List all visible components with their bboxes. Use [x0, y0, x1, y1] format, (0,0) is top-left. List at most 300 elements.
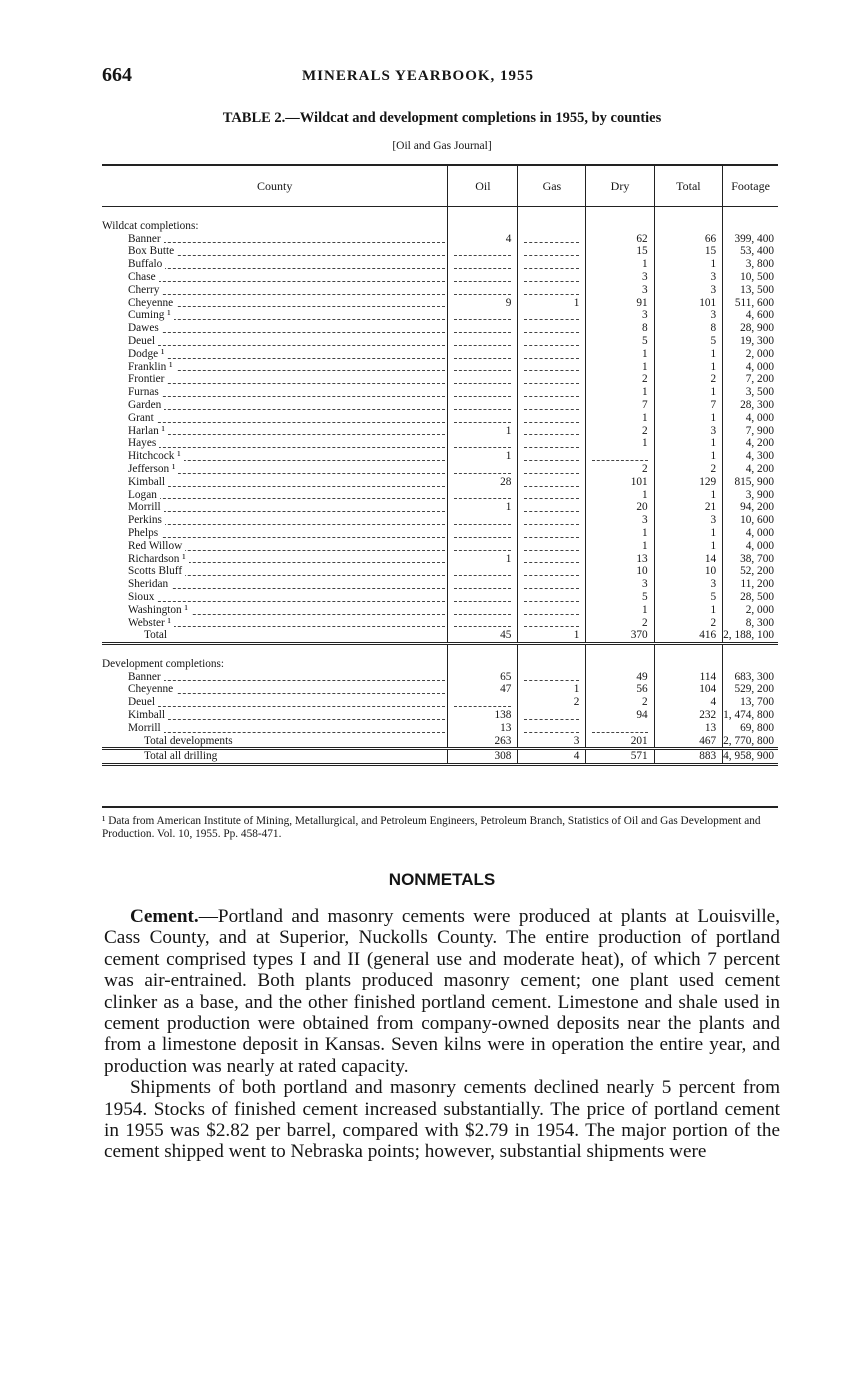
total-cell: 1 [654, 604, 722, 617]
total-cell: 114 [654, 671, 722, 684]
paragraph-text: —Portland and masonry cements were produced at plants at Louisville, Cass County, and at Superior, Nuckolls County. The entire production of portland cement comprised types I and II (general use and moderate heat), of which 7 percent was air-entrained. Both plants produced masonry cement; one plant used cement clinker as a base, and the other finished portland cement. Limestone and shale used in cement production were obtained from company-owned deposits near the plants and from a limestone deposit in Kansas. Seven kilns were in operation the entire year, and production was nearly at rated capacity. [104, 906, 780, 1077]
gas-cell [518, 578, 586, 591]
county-cell [102, 386, 448, 399]
footage-cell: 53, 400 [740, 245, 774, 258]
empty-dash [454, 294, 511, 295]
oil-cell [448, 540, 518, 553]
dry-cell: 5 [586, 591, 654, 604]
empty-dash [524, 601, 579, 602]
county-cell [102, 604, 448, 617]
dry-cell: 5 [586, 335, 654, 348]
oil-cell: 1 [448, 425, 518, 438]
dry-cell: 10 [586, 565, 654, 578]
dry-cell: 101 [586, 476, 654, 489]
total-cell: 129 [654, 476, 722, 489]
footage-cell: 4, 000 [745, 360, 774, 373]
oil-cell [448, 527, 518, 540]
dry-cell: 1 [586, 386, 654, 399]
county-cell [102, 671, 448, 684]
oil-cell [448, 258, 518, 271]
gas-cell [518, 437, 586, 450]
county-cell [102, 450, 448, 463]
leader-dots [128, 434, 445, 435]
gas-cell [518, 309, 586, 322]
empty-dash [524, 255, 579, 256]
footage-cell: 2, 000 [745, 347, 774, 360]
empty-dash [524, 486, 579, 487]
total-cell: 1 [654, 386, 722, 399]
county-name: Sioux [128, 591, 157, 603]
empty-dash [454, 358, 511, 359]
footage-cell: 11, 200 [740, 578, 774, 591]
table-source: [Oil and Gas Journal] [392, 140, 492, 152]
oil-cell: 65 [448, 671, 518, 684]
county-name: Buffalo [128, 258, 165, 270]
oil-cell [448, 696, 518, 709]
county-cell [102, 527, 448, 540]
empty-dash [524, 511, 579, 512]
county-cell [102, 591, 448, 604]
empty-dash [454, 447, 511, 448]
dry-cell: 49 [586, 671, 654, 684]
total-cell: 5 [654, 591, 722, 604]
empty-dash [524, 524, 579, 525]
table-row [102, 348, 778, 361]
section-label: Wildcat completions: [102, 220, 448, 233]
empty-dash [524, 396, 579, 397]
total-cell: 21 [654, 501, 722, 514]
total-gas-cell: 3 [518, 735, 586, 749]
wildcat-total-row [102, 629, 778, 643]
total-cell: 1 [654, 361, 722, 374]
total-cell: 1 [654, 450, 722, 463]
county-cell [102, 565, 448, 578]
empty-dash [454, 396, 511, 397]
footage-cell: 52, 200 [740, 565, 774, 578]
table-row [102, 245, 778, 258]
dry-cell: 15 [586, 245, 654, 258]
county-cell [102, 233, 448, 246]
section-label-row [102, 658, 778, 671]
total-oil-cell: 308 [448, 749, 518, 765]
total-cell: 4 [654, 696, 722, 709]
county-cell [102, 709, 448, 722]
oil-cell [448, 514, 518, 527]
footage-cell: 3, 800 [745, 258, 774, 271]
table-row [102, 683, 778, 696]
oil-cell [448, 335, 518, 348]
county-name: Dawes [128, 322, 162, 334]
total-cell: 3 [654, 309, 722, 322]
total-footage-cell: 4, 958, 900 [723, 749, 778, 765]
gas-cell [518, 540, 586, 553]
section-heading: NONMETALS [388, 870, 496, 889]
leader-dots [128, 281, 445, 282]
oil-cell [448, 271, 518, 284]
county-cell [102, 501, 448, 514]
oil-cell [448, 373, 518, 386]
empty-dash [524, 242, 579, 243]
total-dry-cell: 201 [586, 735, 654, 749]
total-label: Total developments [102, 735, 448, 749]
table-row [102, 284, 778, 297]
table-row [102, 696, 778, 709]
gas-cell [518, 284, 586, 297]
gas-cell [518, 322, 586, 335]
empty-dash [524, 680, 579, 681]
county-cell [102, 373, 448, 386]
leader-dots [128, 294, 445, 295]
gas-cell [518, 604, 586, 617]
footage-cell: 511, 600 [734, 296, 774, 309]
total-cell: 3 [654, 425, 722, 438]
total-total-cell: 416 [654, 629, 722, 643]
oil-cell [448, 617, 518, 630]
oil-cell [448, 348, 518, 361]
dry-cell: 7 [586, 399, 654, 412]
gas-cell [518, 386, 586, 399]
table-row [102, 450, 778, 463]
county-cell [102, 696, 448, 709]
col-header-oil: Oil [448, 165, 518, 207]
gas-cell [518, 348, 586, 361]
gas-cell [518, 399, 586, 412]
county-cell [102, 683, 448, 696]
county-cell [102, 489, 448, 502]
leader-dots [128, 537, 445, 538]
oil-cell: 28 [448, 476, 518, 489]
footage-cell: 28, 900 [740, 322, 774, 335]
dry-cell: 1 [586, 604, 654, 617]
total-cell: 66 [654, 233, 722, 246]
empty-dash [454, 537, 511, 538]
dry-cell [586, 450, 654, 463]
all-drilling-total-row [102, 749, 778, 765]
table-row [102, 553, 778, 566]
county-name: Furnas [128, 386, 162, 398]
gas-cell [518, 617, 586, 630]
dry-cell: 13 [586, 553, 654, 566]
footage-cell: 13, 700 [740, 696, 774, 709]
total-cell: 3 [654, 271, 722, 284]
total-total-cell: 883 [654, 749, 722, 765]
county-cell [102, 463, 448, 476]
page-number: 664 [102, 64, 132, 86]
empty-dash [454, 383, 511, 384]
total-cell: 3 [654, 284, 722, 297]
footage-cell: 4, 200 [745, 437, 774, 450]
county-cell [102, 348, 448, 361]
dry-cell: 3 [586, 514, 654, 527]
total-cell: 1 [654, 527, 722, 540]
footage-cell: 1, 474, 800 [723, 709, 774, 722]
empty-dash [524, 447, 579, 448]
county-name: Dodge ¹ [128, 348, 167, 360]
county-name: Jefferson ¹ [128, 463, 178, 475]
empty-dash [524, 588, 579, 589]
empty-dash [524, 626, 579, 627]
footage-cell: 399, 400 [734, 232, 774, 245]
dry-cell [586, 722, 654, 735]
leader-dots [128, 511, 445, 512]
county-name: Kimball [128, 476, 168, 488]
total-oil-cell: 263 [448, 735, 518, 749]
county-name: Phelps [128, 527, 161, 539]
leader-dots [128, 422, 445, 423]
gas-cell [518, 709, 586, 722]
gas-cell [518, 463, 586, 476]
dry-cell: 2 [586, 425, 654, 438]
empty-dash [524, 550, 579, 551]
table-row [102, 514, 778, 527]
county-name: Cheyenne [128, 683, 176, 695]
gas-cell [518, 373, 586, 386]
total-footage-cell: 2, 188, 100 [723, 629, 778, 643]
footage-cell: 19, 300 [740, 334, 774, 347]
county-cell [102, 425, 448, 438]
oil-cell [448, 309, 518, 322]
empty-dash [524, 332, 579, 333]
leader-dots [128, 601, 445, 602]
empty-dash [524, 422, 579, 423]
empty-dash [454, 332, 511, 333]
oil-cell: 9 [448, 297, 518, 310]
footage-cell: 4, 600 [745, 309, 774, 322]
county-cell [102, 335, 448, 348]
total-dry-cell: 571 [586, 749, 654, 765]
table-row [102, 399, 778, 412]
table-row [102, 540, 778, 553]
county-name: Garden [128, 399, 164, 411]
leader-dots [128, 358, 445, 359]
empty-dash [524, 473, 579, 474]
dry-cell: 94 [586, 709, 654, 722]
total-cell: 13 [654, 722, 722, 735]
empty-dash [454, 601, 511, 602]
table-row [102, 412, 778, 425]
county-name: Perkins [128, 514, 165, 526]
county-name: Banner [128, 233, 164, 245]
county-cell [102, 399, 448, 412]
table-row [102, 361, 778, 374]
total-cell: 10 [654, 565, 722, 578]
dry-cell: 3 [586, 271, 654, 284]
spacer-row [102, 207, 778, 220]
total-cell: 7 [654, 399, 722, 412]
empty-dash [454, 370, 511, 371]
county-name: Grant [128, 412, 157, 424]
dry-cell: 1 [586, 348, 654, 361]
dry-cell: 1 [586, 540, 654, 553]
table-title: TABLE 2.—Wildcat and development completions in 1955, by counties [222, 110, 662, 126]
gas-cell [518, 335, 586, 348]
county-name: Hayes [128, 437, 159, 449]
oil-cell: 1 [448, 553, 518, 566]
oil-cell [448, 578, 518, 591]
leader-dots [128, 486, 445, 487]
footage-cell: 7, 900 [745, 424, 774, 437]
dry-cell: 56 [586, 683, 654, 696]
gas-cell [518, 412, 586, 425]
footage-cell: 8, 300 [745, 616, 774, 629]
county-cell [102, 284, 448, 297]
footage-cell: 815, 900 [734, 475, 774, 488]
table-row [102, 671, 778, 684]
empty-dash [524, 498, 579, 499]
col-header-total: Total [654, 165, 722, 207]
county-name: Scotts Bluff [128, 565, 185, 577]
table-row [102, 297, 778, 310]
paragraph-cement [104, 906, 780, 1077]
empty-dash [454, 498, 511, 499]
oil-cell [448, 489, 518, 502]
empty-dash [454, 409, 511, 410]
page-header [102, 64, 782, 94]
table-row [102, 591, 778, 604]
footage-cell: 3, 500 [745, 386, 774, 399]
total-footage-cell: 2, 770, 800 [723, 735, 778, 749]
table-row [102, 489, 778, 502]
footage-cell: 94, 200 [740, 501, 774, 514]
gas-cell [518, 245, 586, 258]
empty-dash [524, 370, 579, 371]
oil-cell: 138 [448, 709, 518, 722]
oil-cell: 13 [448, 722, 518, 735]
county-name: Webster ¹ [128, 617, 174, 629]
oil-cell: 47 [448, 683, 518, 696]
table-row [102, 373, 778, 386]
total-oil-cell: 45 [448, 629, 518, 643]
table-row [102, 271, 778, 284]
table-row [102, 386, 778, 399]
total-cell: 14 [654, 553, 722, 566]
empty-dash [524, 719, 579, 720]
empty-dash [524, 358, 579, 359]
footage-cell: 3, 900 [745, 488, 774, 501]
footage-cell: 28, 500 [740, 590, 774, 603]
county-name: Frontier [128, 373, 167, 385]
empty-dash [524, 537, 579, 538]
gas-cell [518, 361, 586, 374]
table-header-row [102, 165, 778, 207]
empty-dash [592, 732, 647, 733]
empty-dash [592, 460, 647, 461]
dry-cell: 3 [586, 309, 654, 322]
oil-cell: 1 [448, 450, 518, 463]
footage-cell: 38, 700 [740, 552, 774, 565]
county-cell [102, 578, 448, 591]
gas-cell [518, 489, 586, 502]
leader-dots [128, 268, 445, 269]
empty-dash [524, 345, 579, 346]
county-name: Deuel [128, 696, 158, 708]
county-cell [102, 437, 448, 450]
footage-cell: 2, 000 [745, 603, 774, 616]
county-name: Washington ¹ [128, 604, 191, 616]
total-cell: 101 [654, 297, 722, 310]
oil-cell [448, 399, 518, 412]
dry-cell: 1 [586, 489, 654, 502]
oil-cell [448, 386, 518, 399]
leader-dots [128, 680, 445, 681]
footage-cell: 683, 300 [734, 670, 774, 683]
dry-cell: 62 [586, 233, 654, 246]
dry-cell: 1 [586, 258, 654, 271]
dry-cell: 1 [586, 361, 654, 374]
empty-dash [524, 409, 579, 410]
total-cell: 2 [654, 617, 722, 630]
gas-cell [518, 425, 586, 438]
footage-cell: 4, 200 [745, 462, 774, 475]
county-cell [102, 361, 448, 374]
county-name: Morrill [128, 501, 164, 513]
total-cell: 104 [654, 683, 722, 696]
total-cell: 232 [654, 709, 722, 722]
gas-cell [518, 591, 586, 604]
dry-cell: 1 [586, 412, 654, 425]
footage-cell: 4, 000 [745, 411, 774, 424]
county-cell [102, 412, 448, 425]
footnote-rule [102, 806, 778, 808]
total-gas-cell: 1 [518, 629, 586, 643]
empty-dash [524, 575, 579, 576]
footage-cell: 69, 800 [740, 721, 774, 734]
leader-dots [128, 706, 445, 707]
total-cell: 3 [654, 514, 722, 527]
leader-dots [128, 447, 445, 448]
footnote: ¹ Data from American Institute of Mining, Metallurgical, and Petroleum Engineers, Petroleum Branch, Statistics of Oil and Gas Development and Production. Vol. 10, 1955. Pp. 458-471. [102, 815, 761, 840]
dry-cell: 3 [586, 578, 654, 591]
dry-cell: 2 [586, 463, 654, 476]
table-row [102, 617, 778, 630]
gas-cell [518, 258, 586, 271]
gas-cell [518, 565, 586, 578]
county-name: Cheyenne [128, 297, 176, 309]
table-row [102, 604, 778, 617]
total-cell: 3 [654, 578, 722, 591]
total-gas-cell: 4 [518, 749, 586, 765]
table-row [102, 527, 778, 540]
county-name: Morrill [128, 722, 164, 734]
oil-cell [448, 361, 518, 374]
empty-dash [454, 268, 511, 269]
total-cell: 8 [654, 322, 722, 335]
table-row [102, 437, 778, 450]
county-cell [102, 476, 448, 489]
col-header-county: County [102, 165, 448, 207]
table-row [102, 233, 778, 246]
county-cell [102, 245, 448, 258]
county-name: Richardson ¹ [128, 553, 189, 565]
oil-cell [448, 284, 518, 297]
gas-cell [518, 476, 586, 489]
footage-cell: 4, 000 [745, 539, 774, 552]
paragraph-lead-word: Cement. [130, 906, 199, 927]
footage-cell: 4, 000 [745, 526, 774, 539]
table-row [102, 309, 778, 322]
table-row [102, 476, 778, 489]
section-label: Development completions: [102, 658, 448, 671]
spacer-row [102, 644, 778, 658]
footage-cell: 10, 500 [740, 270, 774, 283]
table-row [102, 258, 778, 271]
leader-dots [128, 626, 445, 627]
total-cell: 1 [654, 437, 722, 450]
county-cell [102, 617, 448, 630]
oil-cell: 1 [448, 501, 518, 514]
total-cell: 1 [654, 348, 722, 361]
empty-dash [454, 281, 511, 282]
